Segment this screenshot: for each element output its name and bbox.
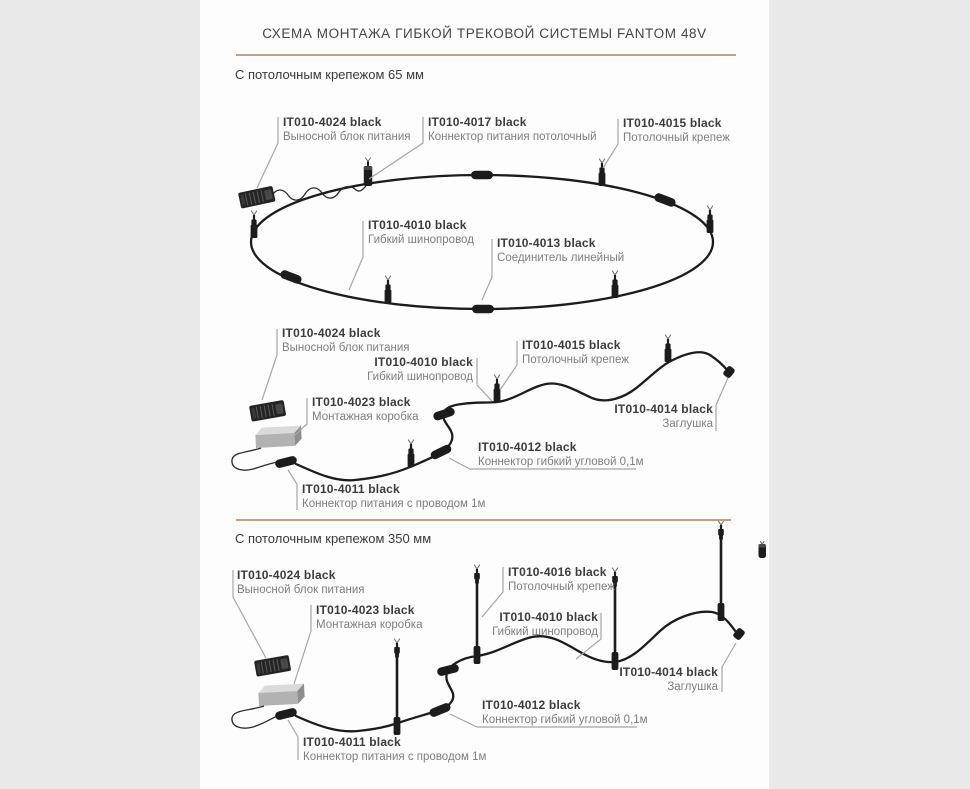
track-ring <box>251 175 713 309</box>
part-desc: Гибкий шинопровод <box>368 233 474 246</box>
part-desc: Коннектор питания с проводом 1м <box>303 750 487 763</box>
psu-cable <box>271 186 366 200</box>
power-connector <box>274 707 297 721</box>
part-code: IT010-4014 black <box>614 402 713 416</box>
ceiling-power-connector <box>364 158 372 186</box>
part-code: IT010-4023 black <box>312 395 411 409</box>
part-code: IT010-4024 black <box>283 115 382 129</box>
part-desc: Потолочный крепеж <box>508 580 615 593</box>
leader-lines <box>257 117 618 300</box>
part-label-4011 <box>303 736 486 764</box>
linear-joint <box>279 269 303 285</box>
part-label-4012 <box>482 699 648 727</box>
part-label-4014 <box>614 403 713 431</box>
part-code: IT010-4011 black <box>303 735 401 749</box>
part-code: IT010-4010 black <box>374 355 473 369</box>
corner-connector <box>436 663 459 677</box>
part-code: IT010-4023 black <box>316 603 415 617</box>
part-code: IT010-4010 black <box>499 610 598 624</box>
part-desc: Гибкий шинопровод <box>492 625 598 638</box>
rod-head <box>718 521 724 540</box>
part-code: IT010-4014 black <box>619 665 718 679</box>
part-code: IT010-4015 black <box>522 338 621 352</box>
part-code: IT010-4010 black <box>368 218 467 232</box>
part-desc: Заглушка <box>662 417 713 430</box>
ceiling-mount-pin <box>707 206 714 233</box>
part-code: IT010-4013 black <box>497 236 596 250</box>
part-desc: Монтажная коробка <box>312 410 419 423</box>
part-code: IT010-4012 black <box>482 698 581 712</box>
part-desc: Коннектор гибкий угловой 0,1м <box>478 455 644 468</box>
part-desc: Выносной блок питания <box>237 583 365 596</box>
part-label-4015 <box>623 117 730 145</box>
page-title: СХЕМА МОНТАЖА ГИБКОЙ ТРЕКОВОЙ СИСТЕМЫ FANTOM 48V <box>262 26 707 41</box>
part-code: IT010-4011 black <box>302 482 400 496</box>
power-supply-unit <box>249 400 286 422</box>
mounting-box <box>255 426 302 448</box>
part-code: IT010-4017 black <box>428 115 527 129</box>
part-label-4010 <box>368 219 474 247</box>
part-code: IT010-4024 black <box>237 568 336 582</box>
power-connector <box>274 455 297 469</box>
part-code: IT010-4016 black <box>508 565 607 579</box>
rod-clamp <box>612 652 619 670</box>
ceiling-mount-pin <box>408 440 415 467</box>
rod-head <box>394 639 400 658</box>
part-desc: Заглушка <box>667 680 718 693</box>
part-desc: Монтажная коробка <box>316 618 423 631</box>
part-label-4015 <box>522 339 629 367</box>
part-label-4024 <box>237 569 365 597</box>
part-label-4014 <box>619 666 718 694</box>
loose-ceiling-mount-piece <box>759 542 767 559</box>
part-desc: Выносной блок питания <box>283 130 411 143</box>
linear-joint <box>471 171 493 180</box>
divider-line <box>236 54 736 56</box>
part-desc: Соединитель линейный <box>497 251 625 264</box>
power-wire <box>232 706 277 728</box>
ceiling-mount-pin <box>665 335 672 362</box>
part-code: IT010-4015 black <box>623 116 722 130</box>
part-label-4017 <box>428 116 597 144</box>
part-desc: Коннектор гибкий угловой 0,1м <box>482 713 648 726</box>
power-wire <box>232 448 278 470</box>
mounting-box <box>258 684 305 706</box>
ceiling-mount-pin <box>385 276 392 303</box>
part-code: IT010-4012 black <box>478 440 577 454</box>
rod-clamp <box>394 717 401 735</box>
part-label-4024 <box>283 116 411 144</box>
part-label-4010 <box>367 356 473 384</box>
corner-connector <box>428 702 452 718</box>
part-desc: Гибкий шинопровод <box>367 370 473 383</box>
divider-line <box>236 519 731 521</box>
ceiling-mount-pin <box>494 375 501 402</box>
rod-head <box>474 565 480 584</box>
rod-clamp <box>474 646 481 664</box>
rod-clamp <box>718 603 725 621</box>
part-code: IT010-4024 black <box>282 326 381 340</box>
linear-joint <box>653 192 677 208</box>
section-heading-65: С потолочным крепежом 65 мм <box>235 67 424 82</box>
part-label-4023 <box>316 604 422 632</box>
ceiling-mount-pin <box>612 271 619 298</box>
power-supply-unit <box>254 655 291 677</box>
part-label-4024 <box>282 327 410 355</box>
part-label-4016 <box>508 566 615 594</box>
part-desc: Коннектор питания с проводом 1м <box>302 497 486 510</box>
part-label-4011 <box>302 483 485 511</box>
part-desc: Потолочный крепеж <box>623 131 730 144</box>
part-label-4010 <box>492 611 598 639</box>
part-desc: Выносной блок питания <box>282 341 410 354</box>
power-supply-unit <box>238 186 276 209</box>
section-heading-350: С потолочным крепежом 350 мм <box>235 531 432 546</box>
linear-joint <box>472 305 494 314</box>
part-label-4012 <box>478 441 644 469</box>
ring-diagram <box>238 117 713 313</box>
part-desc: Потолочный крепеж <box>522 353 629 366</box>
part-label-4023 <box>312 396 418 424</box>
ceiling-mount-pin <box>251 211 258 238</box>
part-label-4013 <box>497 237 624 265</box>
part-desc: Коннектор питания потолочный <box>428 130 597 143</box>
ceiling-mount-pin <box>599 159 606 186</box>
